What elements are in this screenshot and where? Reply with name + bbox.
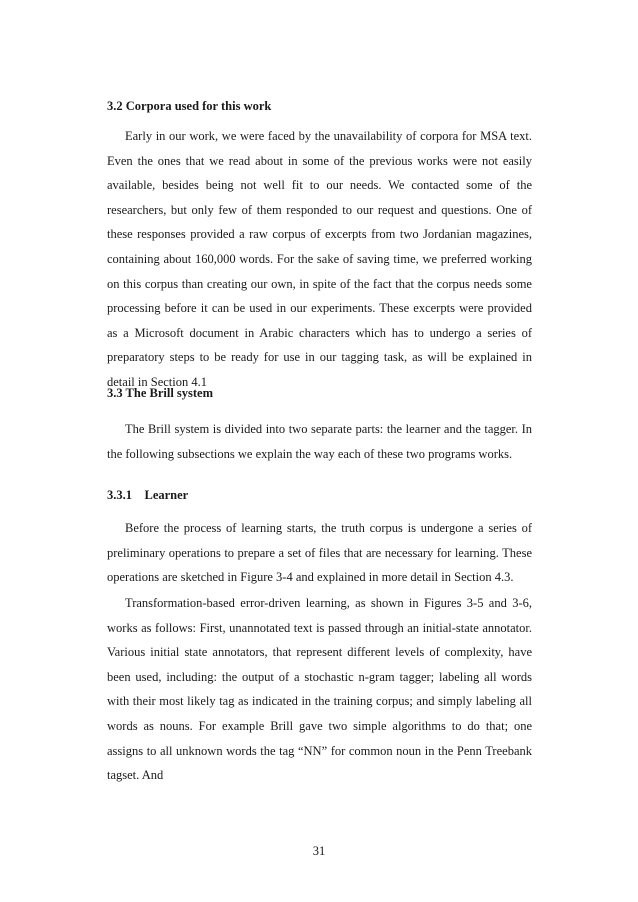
section-heading-3-2: 3.2 Corpora used for this work	[107, 99, 272, 113]
paragraph-transformation-learning: Transformation-based error-driven learning, as shown in Figures 3-5 and 3-6, works as follows: First, unannotated text is passed through an initial-state annotator. Various initial state annotators, that represent different levels of complexity, have been used, including: the output of a stochastic n-gram tagger; labeling all words with their most likely tag as indicated in the training corpus; and simply labeling all words as nouns. For example Brill gave two simple algorithms to do that; one assigns to all unknown words the tag “NN” for common noun in the Penn Treebank tagset. And	[107, 596, 532, 783]
paragraph-corpora: Early in our work, we were faced by the unavailability of corpora for MSA text. Even the ones that we read about in some of the previous works were not easily available, besides being not well fit to our needs. We contacted some of the researchers, but only few of them responded to our request and questions. One of these responses provided a raw corpus of excerpts from two Jordanian magazines, containing about 160,000 words. For the sake of saving time, we preferred working on this corpus than creating our own, in spite of the fact that the corpus needs some processing before it can be used in our experiments. These excerpts were provided as a Microsoft document in Arabic characters which has to undergo a series of preparatory steps to be ready for use in our tagging task, as will be explained in detail in Section 4.1	[107, 129, 532, 389]
paragraph-learner-intro: Before the process of learning starts, the truth corpus is undergone a series of preliminary operations to prepare a set of files that are necessary for learning. These operations are sketched in Figure 3-4 and explained in more detail in Section 4.3.	[107, 521, 532, 585]
section-heading-3-3: 3.3 The Brill system	[107, 386, 214, 400]
section-heading-3-3-1: 3.3.1 Learner	[107, 488, 189, 502]
page-number: 31	[312, 844, 326, 858]
paragraph-brill-system: The Brill system is divided into two separate parts: the learner and the tagger. In the following subsections we explain the way each of these two programs works.	[107, 422, 532, 461]
